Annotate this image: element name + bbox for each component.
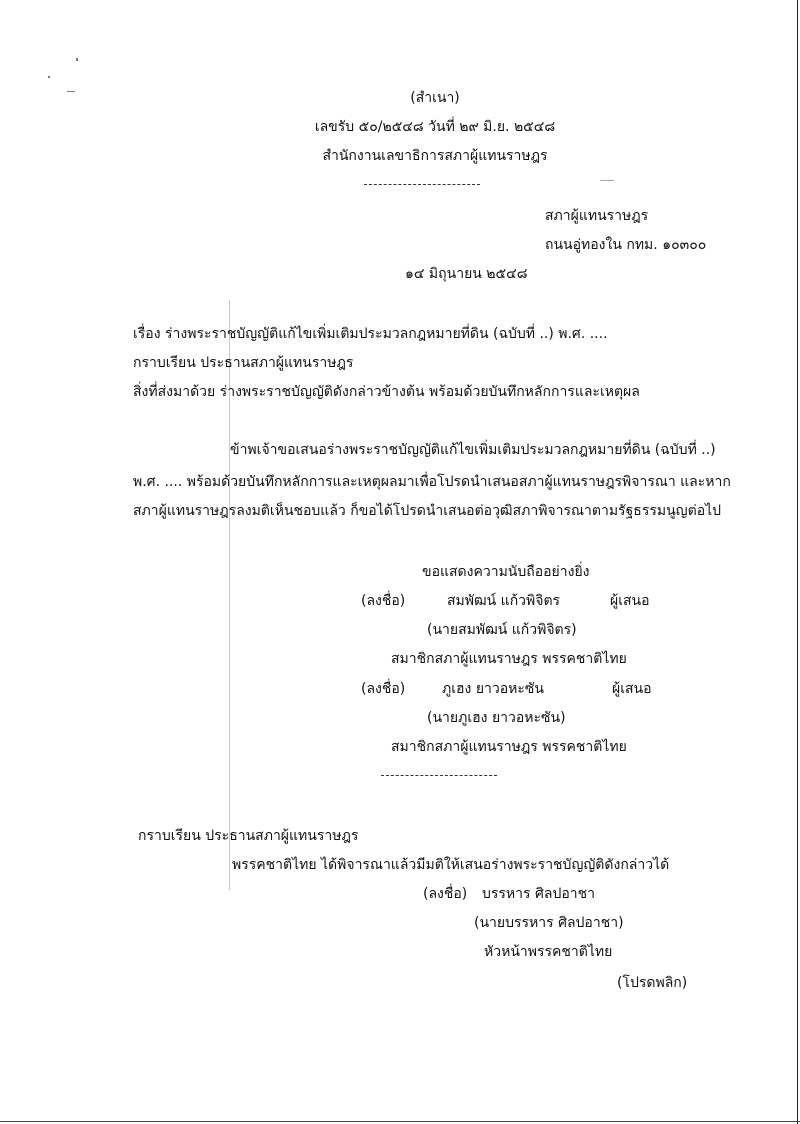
header-divider [364,184,480,185]
subject-line: เรื่อง ร่างพระราชบัญญัติแก้ไขเพิ่มเติมประมวลกฎหมายที่ดิน (ฉบับที่ ..) พ.ศ. .... [133,326,608,342]
body-line-3: สภาผู้แทนราษฎรลงมติเห็นชอบแล้ว ก็ขอได้โปรดนำเสนอต่อวุฒิสภาพิจารณาตามรัฐธรรมนูญต่อไป [133,503,722,519]
endorser-sign-label: (ลงชื่อ) [423,886,468,902]
scan-speck [600,180,614,181]
endorsement-text: พรรคชาติไทย ได้พิจารณาแล้วมีมติให้เสนอร่างพระราชบัญญัติดังกล่าวได้ [232,857,670,873]
scan-speck [67,91,75,92]
signer-1-full-name: (นายสมพัฒน์ แก้วพิจิตร) [427,622,577,638]
endorser-full-name: (นายบรรหาร ศิลปอาชา) [474,915,624,931]
address-org: สภาผู้แทนราษฎร [545,208,649,224]
body-line-1: ข้าพเจ้าขอเสนอร่างพระราชบัญญัติแก้ไขเพิ่มเติมประมวลกฎหมายที่ดิน (ฉบับที่ ..) [230,442,716,458]
scan-page-edge-bottom [0,1121,800,1122]
signer-2-name: ภูเฮง ยาวอหะซัน [442,681,544,697]
salutation: กราบเรียน ประธานสภาผู้แทนราษฎร [133,355,354,371]
scan-speck [48,76,50,78]
signer-1-name: สมพัฒน์ แก้วพิจิตร [447,593,561,609]
receipt-number: เลขรับ ๕๐/๒๕๔๘ วันที่ ๒๙ มิ.ย. ๒๕๔๘ [314,119,556,135]
signer-2-position: สมาชิกสภาผู้แทนราษฎร พรรคชาติไทย [391,739,627,755]
signer-2-sign-label: (ลงชื่อ) [361,681,406,697]
scan-speck [76,58,78,61]
signer-2-full-name: (นายภูเฮง ยาวอหะซัน) [427,710,566,726]
signer-1-position: สมาชิกสภาผู้แทนราษฎร พรรคชาติไทย [391,651,627,667]
signer-1-sign-label: (ลงชื่อ) [361,593,406,609]
turn-over-note: (โปรดพลิก) [617,975,688,991]
signer-1-role: ผู้เสนอ [610,593,650,609]
body-line-2: พ.ศ. .... พร้อมด้วยบันทึกหลักการและเหตุผลมาเพื่อโปรดนำเสนอสภาผู้แทนราษฎรพิจารณา และหาก [133,474,731,490]
closing-phrase: ขอแสดงความนับถืออย่างยิ่ง [422,564,590,580]
copy-mark: (สำเนา) [410,90,460,106]
endorser-position: หัวหน้าพรรคชาติไทย [484,944,613,960]
signer-2-role: ผู้เสนอ [612,681,652,697]
address-street: ถนนอู่ทองใน กทม. ๑๐๓๐๐ [545,237,707,253]
enclosure-line: สิ่งที่ส่งมาด้วย ร่างพระราชบัญญัติดังกล่าวข้างต้น พร้อมด้วยบันทึกหลักการและเหตุผล [133,384,640,400]
office-name: สำนักงานเลขาธิการสภาผู้แทนราษฎร [322,148,548,164]
letter-date: ๑๔ มิถุนายน ๒๕๔๘ [405,266,528,282]
endorser-name: บรรหาร ศิลปอาชา [482,886,595,902]
scan-page-edge [797,0,798,1124]
signature-divider [381,775,497,776]
endorsement-salutation: กราบเรียน ประธานสภาผู้แทนราษฎร [138,828,359,844]
